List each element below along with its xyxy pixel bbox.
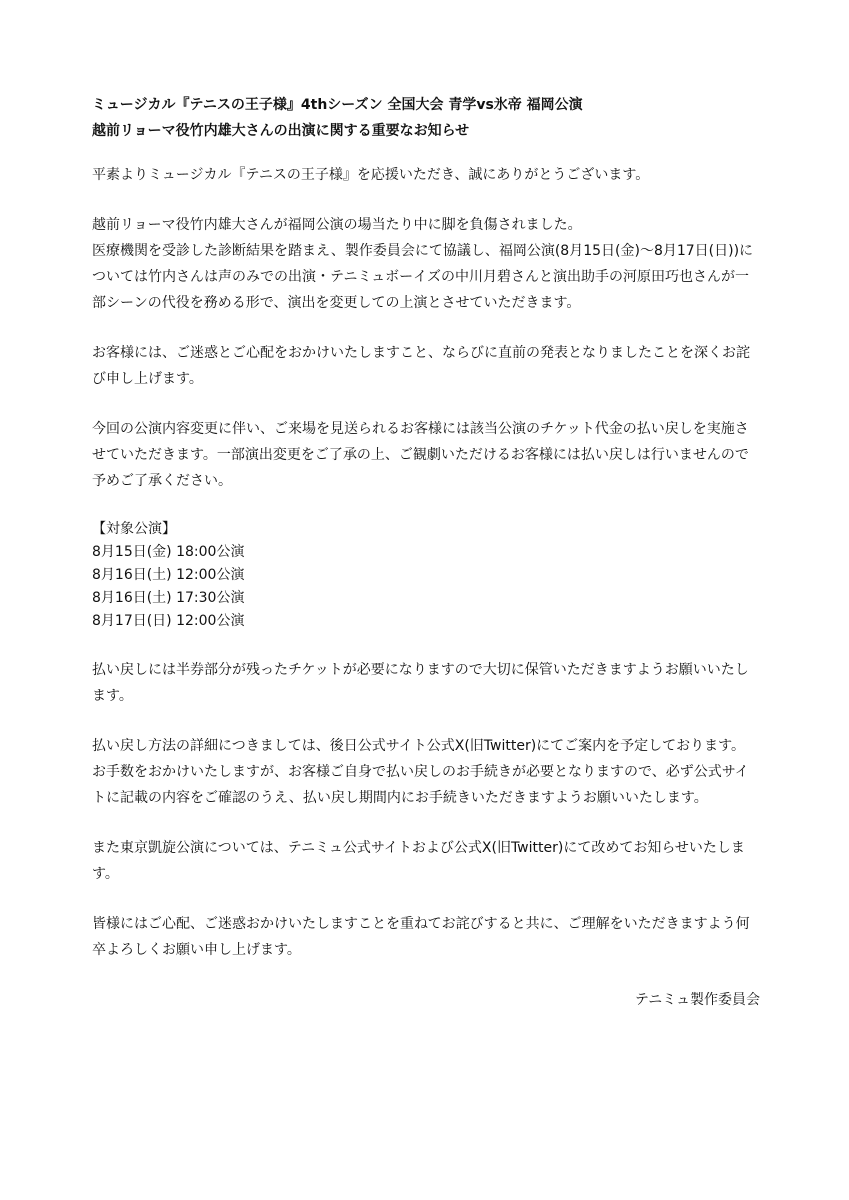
refund-method-text-2: お手数をおかけいたしますが、お客様ご自身で払い戻しのお手続きが必要となりますので、必ず公式サイトに記載の内容をご確認のうえ、払い戻し期間内にお手続きいただきますようお願いいたします。 <box>92 764 749 806</box>
performance-item: 8月16日(土) 12:00公演 <box>92 567 245 583</box>
closing-paragraph <box>92 911 760 963</box>
signature: テニミュ製作委員会 <box>634 992 760 1008</box>
tokyo-note-text: また東京凱旋公演については、テニミュ公式サイトおよび公式X(旧Twitter)にて改めてお知らせいたします。 <box>92 840 745 882</box>
injury-text-2: 医療機関を受診した診断結果を踏まえ、製作委員会にて協議し、福岡公演(8月15日(金)～8月17日(日))については竹内さんは声のみでの出演・テニミュボーイズの中川月碧さんと演出助手の河原田巧也さんが一部シーンの代役を務める形で、演出を変更しての上演とさせていただきます。 <box>92 243 754 311</box>
title-line-2: 越前リョーマ役竹内雄大さんの出演に関する重要なお知らせ <box>92 123 470 139</box>
performance-item: 8月17日(日) 12:00公演 <box>92 613 245 629</box>
apology-text: お客様には、ご迷惑とご心配をおかけいたしますこと、ならびに直前の発表となりましたことを深くお詫び申し上げます。 <box>92 345 750 387</box>
target-performances <box>92 518 760 633</box>
closing-text: 皆様にはご心配、ご迷惑おかけいたしますことを重ねてお詫びすると共に、ご理解をいただきますよう何卒よろしくお願い申し上げます。 <box>92 916 750 958</box>
apology-paragraph <box>92 340 760 392</box>
refund-intro-text: 今回の公演内容変更に伴い、ご来場を見送られるお客様には該当公演のチケット代金の払い戻しを実施させていただきます。一部演出変更をご了承の上、ご観劇いただけるお客様には払い戻しは行いませんので予めご了承ください。 <box>92 421 749 489</box>
injury-text-1: 越前リョーマ役竹内雄大さんが福岡公演の場当たり中に脚を負傷されました。 <box>92 217 582 233</box>
ticket-note-paragraph <box>92 657 760 709</box>
performance-item: 8月15日(金) 18:00公演 <box>92 544 245 560</box>
refund-intro-paragraph <box>92 416 760 494</box>
tokyo-note-paragraph <box>92 835 760 887</box>
injury-paragraph <box>92 212 760 316</box>
refund-method-paragraph <box>92 733 760 811</box>
greeting-text: 平素よりミュージカル『テニスの王子様』を応援いただき、誠にありがとうございます。 <box>92 167 650 183</box>
document-body <box>92 92 760 1013</box>
ticket-note-text: 払い戻しには半券部分が残ったチケットが必要になりますので大切に保管いただきますようお願いいたします。 <box>92 662 749 704</box>
refund-method-text-1: 払い戻し方法の詳細につきましては、後日公式サイト公式X(旧Twitter)にてご案内を予定しております。 <box>92 738 746 754</box>
title-line-1: ミュージカル『テニスの王子様』4thシーズン 全国大会 青学vs氷帝 福岡公演 <box>92 97 583 113</box>
performance-item: 8月16日(土) 17:30公演 <box>92 590 245 606</box>
document-title <box>92 92 760 144</box>
target-heading: 【対象公演】 <box>92 521 176 537</box>
greeting-paragraph <box>92 162 760 188</box>
